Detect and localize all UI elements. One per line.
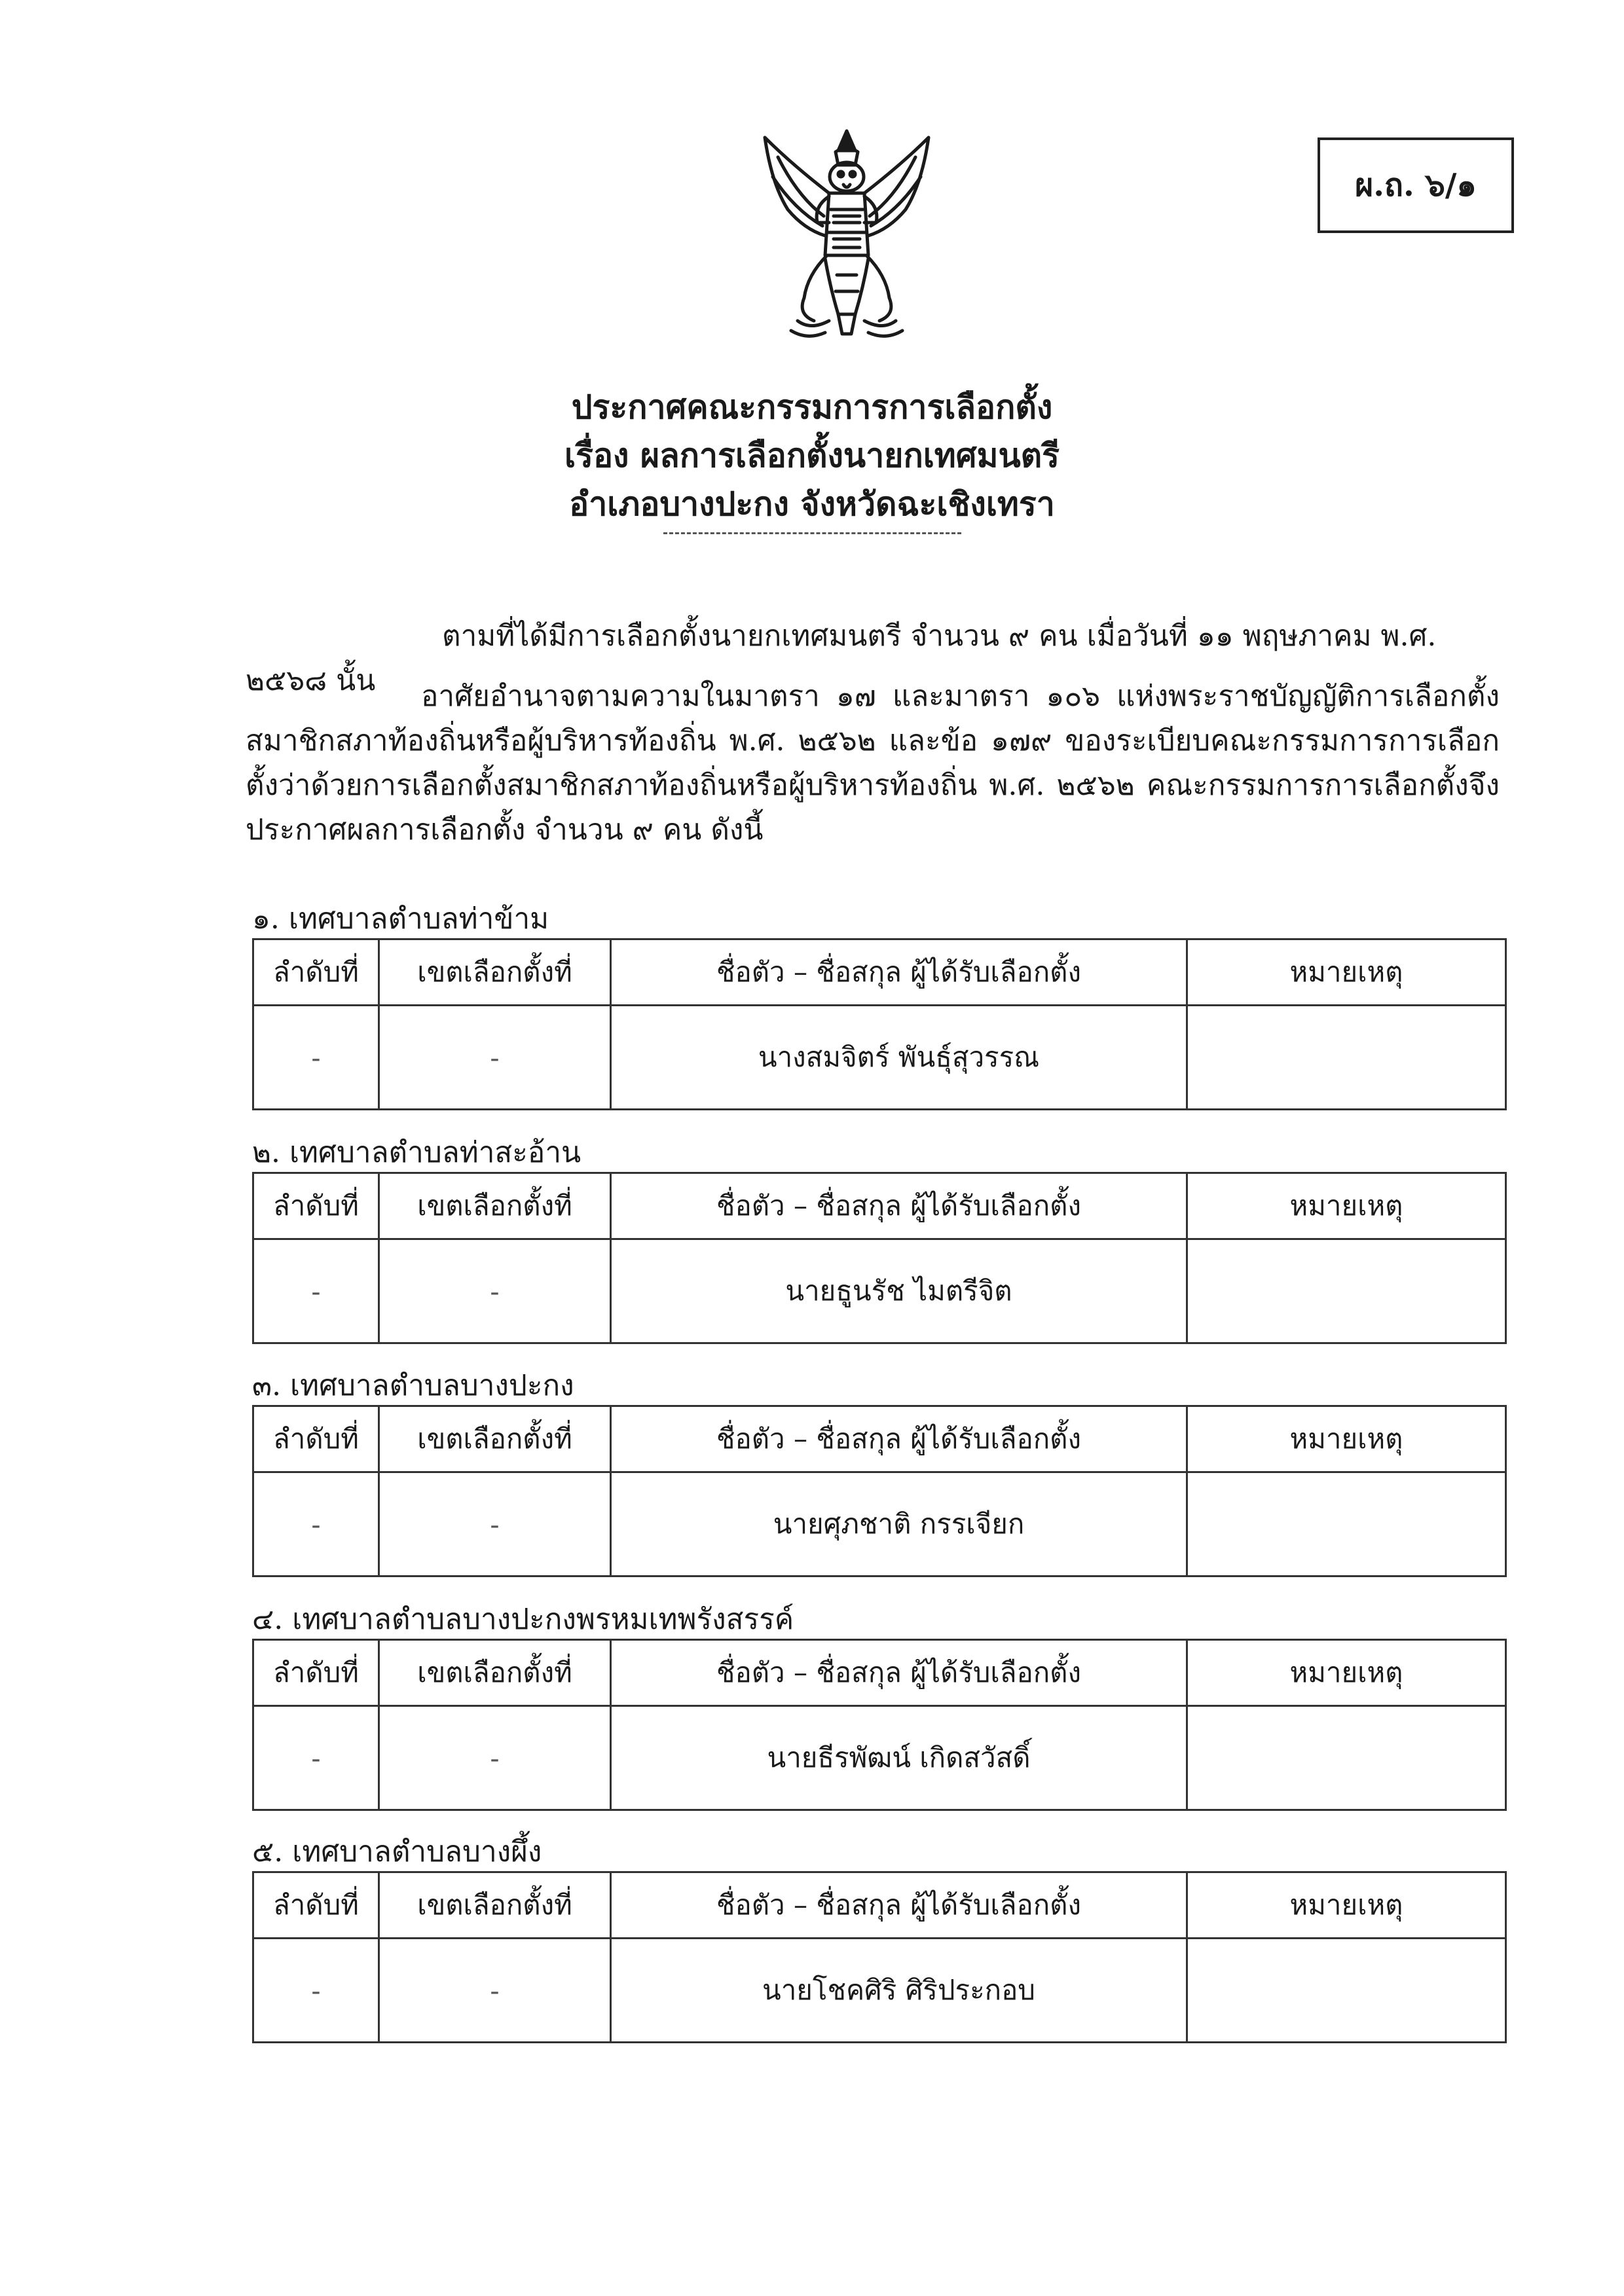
cell-name: นายศุภชาติ กรรเจียก — [611, 1472, 1187, 1576]
header-name: ชื่อตัว – ชื่อสกุล ผู้ได้รับเลือกตั้ง — [611, 1173, 1187, 1239]
cell-name: นางสมจิตร์ พันธุ์สุวรรณ — [611, 1006, 1187, 1110]
intro-paragraph: ตามที่ได้มีการเลือกตั้งนายกเทศมนตรี จำนวน ๙ คน เมื่อวันที่ ๑๑ พฤษภาคม พ.ศ. ๒๕๖๘ นั้น — [246, 619, 1437, 697]
header-remark: หมายเหตุ — [1187, 1640, 1506, 1706]
header-order: ลำดับที่ — [253, 939, 379, 1006]
section-title: ๔. เทศบาลตำบลบางปะกงพรหมเทพรังสรรค์ — [252, 1603, 794, 1636]
section-title: ๒. เทศบาลตำบลท่าสะอ้าน — [252, 1136, 581, 1169]
header-name: ชื่อตัว – ชื่อสกุล ผู้ได้รับเลือกตั้ง — [611, 1640, 1187, 1706]
section-title: ๑. เทศบาลตำบลท่าข้าม — [252, 902, 549, 936]
table-header-row — [253, 1872, 1506, 1939]
table-row — [253, 1472, 1506, 1576]
cell-district: - — [379, 1472, 611, 1576]
cell-order: - — [253, 1939, 379, 2043]
results-table — [252, 1871, 1507, 2043]
table-header-row — [253, 1173, 1506, 1239]
header-district: เขตเลือกตั้งที่ — [379, 1173, 611, 1239]
header-order: ลำดับที่ — [253, 1872, 379, 1939]
results-table — [252, 1639, 1507, 1811]
header-remark: หมายเหตุ — [1187, 939, 1506, 1006]
results-table — [252, 938, 1507, 1110]
table-row — [253, 1939, 1506, 2043]
cell-remark — [1187, 1472, 1506, 1576]
table-header-row — [253, 939, 1506, 1006]
table-header-row — [253, 1640, 1506, 1706]
table-row — [253, 1706, 1506, 1810]
cell-district: - — [379, 1939, 611, 2043]
cell-order: - — [253, 1706, 379, 1810]
announcement-header — [0, 383, 1624, 534]
header-divider — [663, 532, 961, 534]
form-code: ผ.ถ. ๖/๑ — [1355, 167, 1477, 204]
cell-remark — [1187, 1239, 1506, 1343]
cell-name: นายธูนรัช ไมตรีจิต — [611, 1239, 1187, 1343]
header-order: ลำดับที่ — [253, 1640, 379, 1706]
cell-order: - — [253, 1472, 379, 1576]
municipality-section — [252, 900, 1505, 1110]
garuda-emblem-icon — [752, 124, 942, 347]
header-name: ชื่อตัว – ชื่อสกุล ผู้ได้รับเลือกตั้ง — [611, 1872, 1187, 1939]
cell-order: - — [253, 1006, 379, 1110]
header-district: เขตเลือกตั้งที่ — [379, 1406, 611, 1472]
header-remark: หมายเหตุ — [1187, 1173, 1506, 1239]
announcement-title: ประกาศคณะกรรมการการเลือกตั้ง — [571, 388, 1053, 426]
table-row — [253, 1006, 1506, 1110]
cell-remark — [1187, 1939, 1506, 2043]
header-district: เขตเลือกตั้งที่ — [379, 1872, 611, 1939]
section-title: ๓. เทศบาลตำบลบางปะกง — [252, 1369, 574, 1402]
cell-remark — [1187, 1706, 1506, 1810]
municipality-section — [252, 1833, 1505, 2043]
header-district: เขตเลือกตั้งที่ — [379, 1640, 611, 1706]
header-name: ชื่อตัว – ชื่อสกุล ผู้ได้รับเลือกตั้ง — [611, 939, 1187, 1006]
form-code-box — [1318, 137, 1514, 233]
municipality-section — [252, 1367, 1505, 1577]
authority-paragraph: อาศัยอำนาจตามความในมาตรา ๑๗ และมาตรา ๑๐๖ แห่งพระราชบัญญัติการเลือกตั้งสมาชิกสภาท้องถิ่นหรือผู้บริหารท้องถิ่น พ.ศ. ๒๕๖๒ และข้อ ๑๗๙ ของระเบียบคณะกรรมการการเลือกตั้งว่าด้วยการเลือกตั้งสมาชิกสภาท้องถิ่นหรือผู้บริหารท้องถิ่น พ.ศ. ๒๕๖๒ คณะกรรมการการเลือกตั้งจึงประกาศผลการเลือกตั้ง จำนวน ๙ คน ดังนี้ — [246, 680, 1500, 847]
header-remark: หมายเหตุ — [1187, 1872, 1506, 1939]
header-order: ลำดับที่ — [253, 1173, 379, 1239]
cell-district: - — [379, 1239, 611, 1343]
results-table — [252, 1172, 1507, 1344]
section-title: ๕. เทศบาลตำบลบางผึ้ง — [252, 1835, 542, 1868]
header-order: ลำดับที่ — [253, 1406, 379, 1472]
header-district: เขตเลือกตั้งที่ — [379, 939, 611, 1006]
table-header-row — [253, 1406, 1506, 1472]
announcement-subject: เรื่อง ผลการเลือกตั้งนายกเทศมนตรี — [564, 436, 1060, 475]
header-name: ชื่อตัว – ชื่อสกุล ผู้ได้รับเลือกตั้ง — [611, 1406, 1187, 1472]
announcement-location: อำเภอบางปะกง จังหวัดฉะเชิงเทรา — [569, 484, 1055, 523]
cell-order: - — [253, 1239, 379, 1343]
municipality-section — [252, 1601, 1505, 1811]
cell-district: - — [379, 1706, 611, 1810]
header-remark: หมายเหตุ — [1187, 1406, 1506, 1472]
cell-district: - — [379, 1006, 611, 1110]
cell-remark — [1187, 1006, 1506, 1110]
cell-name: นายโชคศิริ ศิริประกอบ — [611, 1939, 1187, 2043]
municipality-section — [252, 1134, 1505, 1344]
cell-name: นายธีรพัฒน์ เกิดสวัสดิ์ — [611, 1706, 1187, 1810]
results-table — [252, 1405, 1507, 1577]
table-row — [253, 1239, 1506, 1343]
